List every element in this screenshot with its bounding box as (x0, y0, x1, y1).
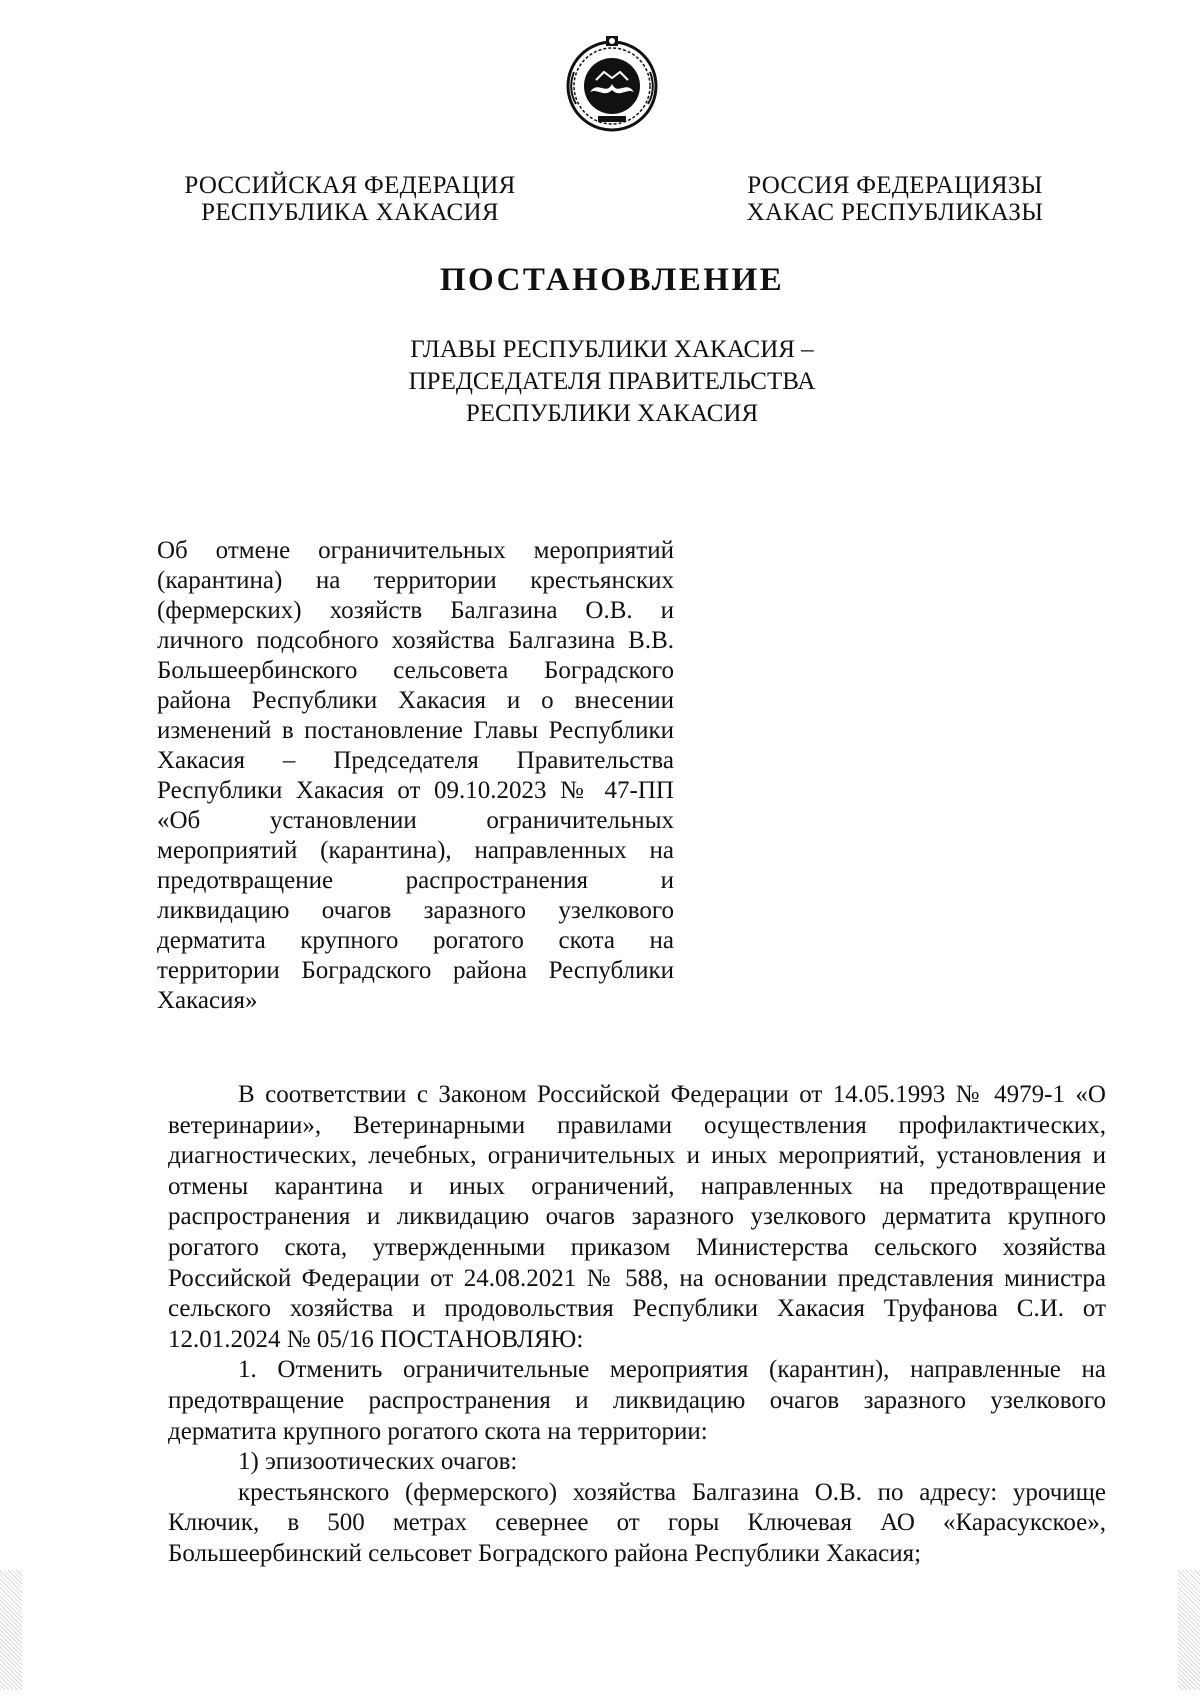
body-preamble: В соответствии с Законом Российской Федерации от 14.05.1993 № 4979-1 «О ветеринарии», Ветеринарными правилами осуществления профилактических, диагностических, лечебных, ограничительных и иных мероприятий, установления и отмены карантина и иных ограничений, направленных на предотвращение распространения и ликвидацию очагов заразного узелкового дерматита крупного рогатого скота, утвержденными приказом Министерства сельского хозяйства Российской Федерации от 24.08.2021 № 588, на основании представления министра сельского хозяйства и продовольствия Республики Хакасия Труфанова С.И. от 12.01.2024 № 05/16 ПОСТАНОВЛЯЮ: (168, 1081, 1106, 1353)
document-type-title: ПОСТАНОВЛЕНИЕ (439, 262, 785, 298)
header-right-line1: РОССИЯ ФЕДЕРАЦИЯЗЫ (747, 172, 1043, 199)
header-khakas (700, 172, 1090, 226)
scan-edge-noise-right (1178, 1570, 1200, 1690)
body-item-1-sub-1: 1) эпизоотических очагов: (238, 1448, 518, 1476)
header-russian (150, 172, 550, 226)
header-left-line1: РОССИЙСКАЯ ФЕДЕРАЦИЯ (184, 172, 516, 199)
header-right-line2: ХАКАС РЕСПУБЛИКАЗЫ (746, 199, 1044, 226)
document-subject (157, 536, 674, 1016)
body-item-1-sub-1-text: крестьянского (фермерского) хозяйства Балгазина О.В. по адресу: урочище Ключик, в 500 метрах севернее от горы Ключевая АО «Карасукское», Большеербинский сельсовет Боградского района Республики Хакасия; (168, 1478, 1106, 1567)
issuer-block (0, 334, 1200, 430)
header-left-line2: РЕСПУБЛИКА ХАКАСИЯ (201, 199, 499, 226)
coat-of-arms-emblem (562, 32, 662, 134)
subject-text: Об отмене ограничительных мероприятий (карантина) на территории крестьянских (фермерских) хозяйств Балгазина О.В. и личного подсобного хозяйства Балгазина В.В. Большеербинского сельсовета Боградского района Республики Хакасия и о внесении изменений в постановление Главы Республики Хакасия – Председателя Правительства Республики Хакасия от 09.10.2023 № 47-ПП «Об установлении ограничительных мероприятий (карантина), направленных на предотвращение распространения и ликвидацию очагов заразного узелкового дерматита крупного рогатого скота на территории Боградского района Республики Хакасия» (157, 537, 674, 1014)
document-body (168, 1080, 1106, 1570)
body-item-1: 1. Отменить ограничительные мероприятия (карантин), направленные на предотвращение распространения и ликвидацию очагов заразного узелкового дерматита крупного рогатого скота на территории: (168, 1356, 1106, 1445)
issuer-line1: ГЛАВЫ РЕСПУБЛИКИ ХАКАСИЯ – (410, 336, 814, 363)
issuer-line3: РЕСПУБЛИКИ ХАКАСИЯ (465, 400, 759, 427)
scan-edge-noise-left (0, 1570, 22, 1690)
issuer-line2: ПРЕДСЕДАТЕЛЯ ПРАВИТЕЛЬСТВА (408, 368, 816, 395)
